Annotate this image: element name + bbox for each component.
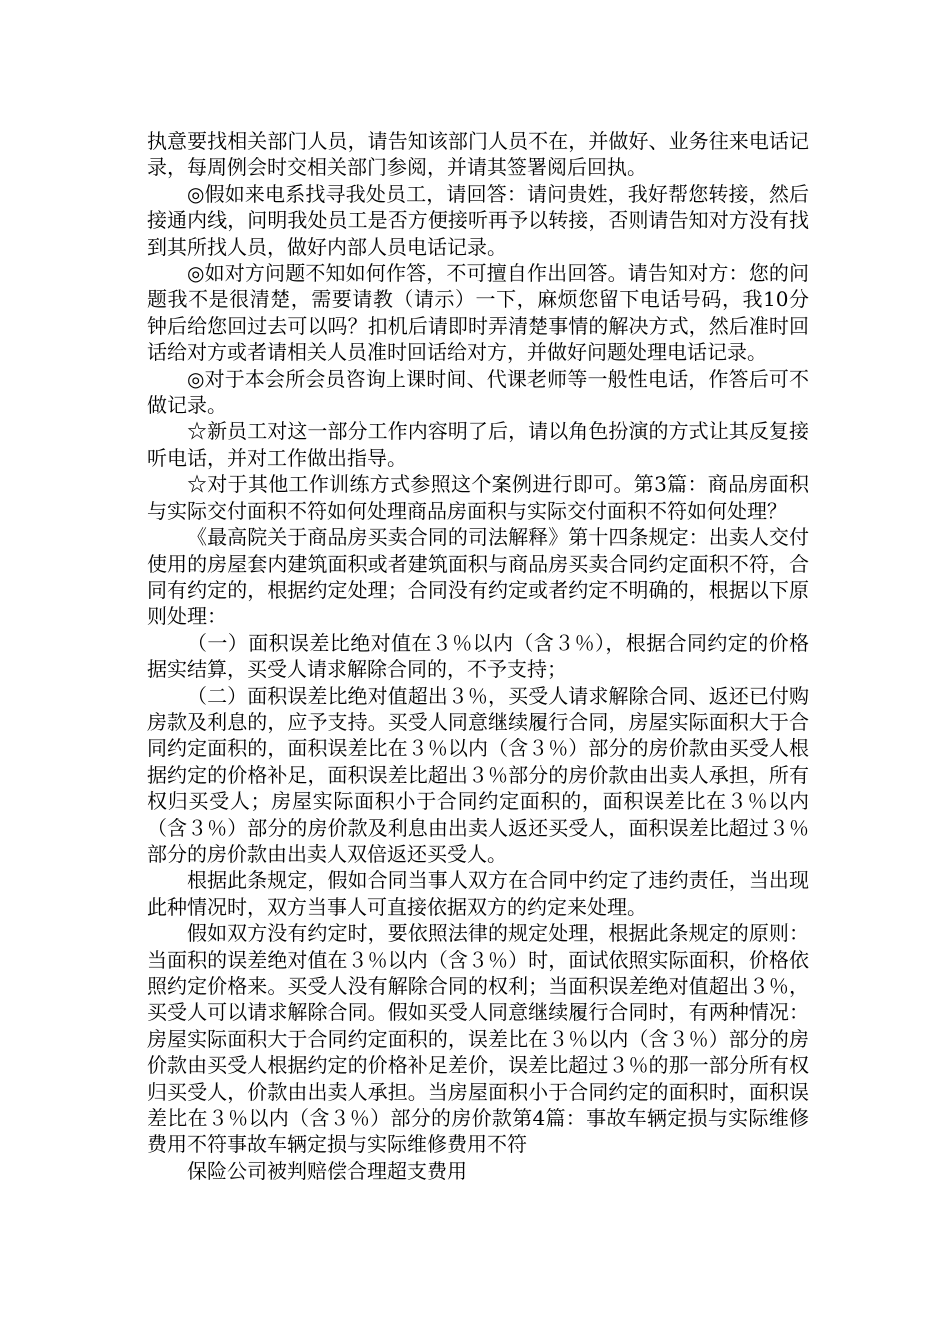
paragraph-transfer-call: ◎假如来电系找寻我处员工，请回答：请问贵姓，我好帮您转接，然后接通内线，问明我处员工是否方便接听再予以转接，否则请告知对方没有找到其所找人员，做好内部人员电话记录。	[147, 181, 809, 259]
paragraph-clause-1: （一）面积误差比绝对值在３％以内（含３％），根据合同约定的价格据实结算，买受人请求解除合同的，不予支持；	[147, 630, 809, 682]
paragraph-section-3-title: ☆对于其他工作训练方式参照这个案例进行即可。第3篇：商品房面积与实际交付面积不符如何处理商品房面积与实际交付面积不符如何处理？	[147, 472, 809, 523]
paragraph-training-roleplay: ☆新员工对这一部分工作内容明了后，请以角色扮演的方式让其反复接听电话，并对工作做出指导。	[147, 419, 809, 470]
paragraph-insurance-heading: 保险公司被判赔偿合理超支费用	[187, 1158, 467, 1183]
paragraph-clause-2: （二）面积误差比绝对值超出３％，买受人请求解除合同、返还已付购房款及利息的，应予支持。买受人同意继续履行合同，房屋实际面积大于合同约定面积的，面积误差比在３％以内（含３％）部分的房价款由买受人根据约定的价格补足，面积误差比超出３％部分的房价款由出卖人承担，所有权归买受人；房屋实际面积小于合同约定面积的，面积误差比在３％以内（含３％）部分的房价款及利息由出卖人返还买受人，面积误差比超过３％部分的房价款由出卖人双倍返还买受人。	[147, 683, 809, 866]
paragraph-no-agreement: 假如双方没有约定时，要依照法律的规定处理，根据此条规定的原则：当面积的误差绝对值在３％以内（含３％）时，面试依照实际面积，价格依照约定价格来。买受人没有解除合同的权利；当面积误差绝对值超出３％，买受人可以请求解除合同。假如买受人同意继续履行合同时，有两种情况：房屋实际面积大于合同约定面积的，误差比在３％以内（含３％）部分的房价款由买受人根据约定的价格补足差价，误差比超过３％的那一部分所有权归买受人，价款由出卖人承担。当房屋面积小于合同约定的面积时，面积误差比在３％以内（含３％）部分的房价款第4篇：事故车辆定损与实际维修费用不符事故车辆定损与实际维修费用不符	[147, 921, 809, 1157]
paragraph-member-inquiry: ◎对于本会所会员咨询上课时间、代课老师等一般性电话，作答后可不做记录。	[147, 366, 809, 418]
paragraph-article-14: 《最高院关于商品房买卖合同的司法解释》第十四条规定：出卖人交付使用的房屋套内建筑面积或者建筑面积与商品房买卖合同约定面积不符，合同有约定的，根据约定处理；合同没有约定或者约定不明确的，根据以下原则处理：	[147, 525, 809, 629]
paragraph-continuation: 执意要找相关部门人员，请告知该部门人员不在，并做好、业务往来电话记录，每周例会时交相关部门参阅，并请其签署阅后回执。	[147, 129, 809, 180]
document-page	[147, 128, 809, 1184]
paragraph-unknown-question: ◎如对方问题不知如何作答，不可擅自作出回答。请告知对方：您的问题我不是很清楚，需要请教（请示）一下，麻烦您留下电话号码，我10分钟后给您回过去可以吗？扣机后请即时弄清楚事情的解决方式，然后准时回话给对方或者请相关人员准时回话给对方，并做好问题处理电话记录。	[147, 261, 809, 365]
paragraph-contract-agreement: 根据此条规定，假如合同当事人双方在合同中约定了违约责任，当出现此种情况时，双方当事人可直接依据双方的约定来处理。	[147, 868, 809, 919]
